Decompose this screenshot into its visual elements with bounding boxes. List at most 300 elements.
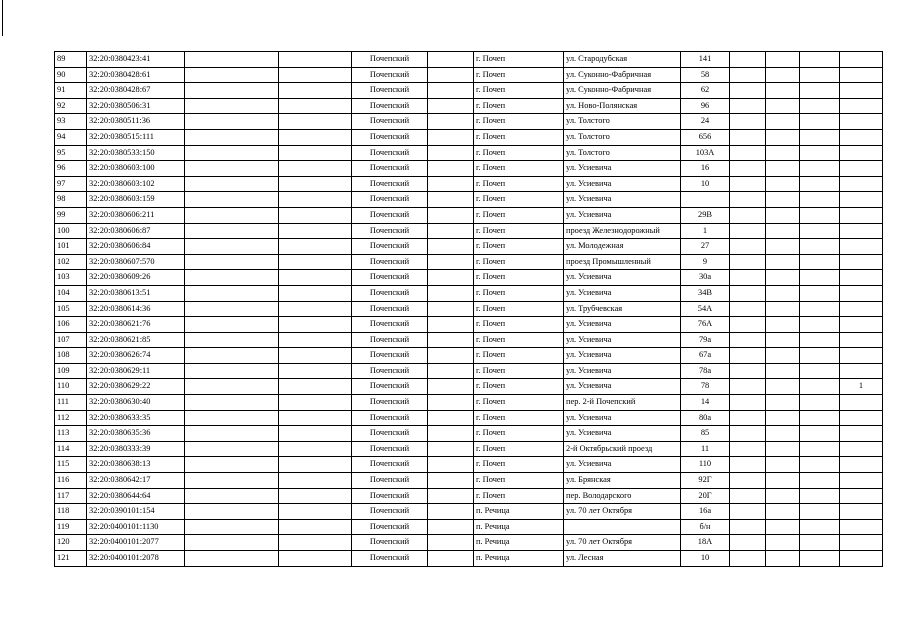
table-row bbox=[55, 270, 883, 286]
blank-cell-b bbox=[279, 52, 352, 68]
locality-cell: п. Речица bbox=[474, 551, 564, 567]
count-cell bbox=[840, 114, 883, 130]
blank-cell-c bbox=[428, 363, 474, 379]
blank-cell-a bbox=[185, 67, 279, 83]
blank-cell-d bbox=[730, 332, 766, 348]
blank-cell-e bbox=[766, 145, 800, 161]
locality-cell: г. Почеп bbox=[474, 114, 564, 130]
blank-cell-e bbox=[766, 488, 800, 504]
blank-cell-c bbox=[428, 161, 474, 177]
house-number-cell: 1 bbox=[681, 223, 730, 239]
district-cell: Почепский bbox=[352, 410, 428, 426]
street-cell: ул. Усиевича bbox=[564, 379, 681, 395]
blank-cell-b bbox=[279, 473, 352, 489]
blank-cell-a bbox=[185, 488, 279, 504]
blank-cell-f bbox=[800, 176, 840, 192]
blank-cell-b bbox=[279, 317, 352, 333]
count-cell bbox=[840, 254, 883, 270]
table-row bbox=[55, 379, 883, 395]
district-cell: Почепский bbox=[352, 379, 428, 395]
blank-cell-c bbox=[428, 239, 474, 255]
district-cell: Почепский bbox=[352, 98, 428, 114]
blank-cell-c bbox=[428, 535, 474, 551]
street-cell: проезд Железнодорожный bbox=[564, 223, 681, 239]
cadastral-number-cell: 32:20:0400101:2077 bbox=[87, 535, 185, 551]
blank-cell-d bbox=[730, 270, 766, 286]
blank-cell-b bbox=[279, 254, 352, 270]
count-cell bbox=[840, 176, 883, 192]
count-cell bbox=[840, 535, 883, 551]
row-number-cell: 109 bbox=[55, 363, 87, 379]
blank-cell-e bbox=[766, 457, 800, 473]
district-cell: Почепский bbox=[352, 52, 428, 68]
blank-cell-f bbox=[800, 457, 840, 473]
street-cell: пер. Володарского bbox=[564, 488, 681, 504]
count-cell bbox=[840, 410, 883, 426]
street-cell: ул. Усиевича bbox=[564, 332, 681, 348]
blank-cell-c bbox=[428, 254, 474, 270]
district-cell: Почепский bbox=[352, 457, 428, 473]
blank-cell-f bbox=[800, 473, 840, 489]
district-cell: Почепский bbox=[352, 332, 428, 348]
table-row bbox=[55, 67, 883, 83]
blank-cell-e bbox=[766, 317, 800, 333]
house-number-cell: 16 bbox=[681, 161, 730, 177]
street-cell: ул. Усиевича bbox=[564, 363, 681, 379]
table-row bbox=[55, 363, 883, 379]
count-cell bbox=[840, 145, 883, 161]
house-number-cell: 34В bbox=[681, 285, 730, 301]
locality-cell: г. Почеп bbox=[474, 317, 564, 333]
blank-cell-a bbox=[185, 52, 279, 68]
blank-cell-d bbox=[730, 285, 766, 301]
blank-cell-e bbox=[766, 192, 800, 208]
registry-table bbox=[54, 51, 883, 567]
blank-cell-c bbox=[428, 473, 474, 489]
blank-cell-b bbox=[279, 457, 352, 473]
row-number-cell: 114 bbox=[55, 441, 87, 457]
street-cell: ул. Усиевича bbox=[564, 161, 681, 177]
blank-cell-e bbox=[766, 301, 800, 317]
blank-cell-b bbox=[279, 270, 352, 286]
blank-cell-c bbox=[428, 98, 474, 114]
blank-cell-e bbox=[766, 176, 800, 192]
blank-cell-e bbox=[766, 67, 800, 83]
blank-cell-a bbox=[185, 317, 279, 333]
blank-cell-b bbox=[279, 363, 352, 379]
blank-cell-c bbox=[428, 519, 474, 535]
row-number-cell: 120 bbox=[55, 535, 87, 551]
blank-cell-a bbox=[185, 504, 279, 520]
blank-cell-d bbox=[730, 192, 766, 208]
street-cell: ул. Усиевича bbox=[564, 426, 681, 442]
district-cell: Почепский bbox=[352, 519, 428, 535]
street-cell: ул. Усиевича bbox=[564, 285, 681, 301]
row-number-cell: 90 bbox=[55, 67, 87, 83]
row-number-cell: 91 bbox=[55, 83, 87, 99]
blank-cell-c bbox=[428, 551, 474, 567]
row-number-cell: 117 bbox=[55, 488, 87, 504]
blank-cell-d bbox=[730, 473, 766, 489]
blank-cell-d bbox=[730, 395, 766, 411]
cadastral-number-cell: 32:20:0380644:64 bbox=[87, 488, 185, 504]
blank-cell-e bbox=[766, 207, 800, 223]
cadastral-number-cell: 32:20:0380613:51 bbox=[87, 285, 185, 301]
blank-cell-f bbox=[800, 129, 840, 145]
blank-cell-b bbox=[279, 223, 352, 239]
blank-cell-a bbox=[185, 254, 279, 270]
table-row bbox=[55, 207, 883, 223]
count-cell bbox=[840, 270, 883, 286]
district-cell: Почепский bbox=[352, 270, 428, 286]
blank-cell-f bbox=[800, 317, 840, 333]
cadastral-number-cell: 32:20:0380428:67 bbox=[87, 83, 185, 99]
table-row bbox=[55, 410, 883, 426]
count-cell bbox=[840, 363, 883, 379]
count-cell bbox=[840, 395, 883, 411]
count-cell bbox=[840, 192, 883, 208]
blank-cell-a bbox=[185, 441, 279, 457]
cadastral-number-cell: 32:20:0380629:22 bbox=[87, 379, 185, 395]
cadastral-number-cell: 32:20:0380609:26 bbox=[87, 270, 185, 286]
count-cell bbox=[840, 457, 883, 473]
blank-cell-c bbox=[428, 379, 474, 395]
street-cell: 2-й Октябрьский проезд bbox=[564, 441, 681, 457]
cadastral-number-cell: 32:20:0380603:100 bbox=[87, 161, 185, 177]
blank-cell-a bbox=[185, 239, 279, 255]
blank-cell-b bbox=[279, 395, 352, 411]
house-number-cell: б/н bbox=[681, 519, 730, 535]
cadastral-number-cell: 32:20:0380423:41 bbox=[87, 52, 185, 68]
blank-cell-d bbox=[730, 348, 766, 364]
cadastral-number-cell: 32:20:0380333:39 bbox=[87, 441, 185, 457]
district-cell: Почепский bbox=[352, 348, 428, 364]
blank-cell-f bbox=[800, 332, 840, 348]
blank-cell-d bbox=[730, 551, 766, 567]
blank-cell-a bbox=[185, 285, 279, 301]
district-cell: Почепский bbox=[352, 239, 428, 255]
table-row bbox=[55, 317, 883, 333]
row-number-cell: 102 bbox=[55, 254, 87, 270]
blank-cell-d bbox=[730, 114, 766, 130]
blank-cell-d bbox=[730, 129, 766, 145]
cadastral-number-cell: 32:20:0380606:84 bbox=[87, 239, 185, 255]
blank-cell-b bbox=[279, 379, 352, 395]
table-row bbox=[55, 535, 883, 551]
table-row bbox=[55, 114, 883, 130]
blank-cell-e bbox=[766, 83, 800, 99]
blank-cell-e bbox=[766, 129, 800, 145]
blank-cell-d bbox=[730, 239, 766, 255]
locality-cell: г. Почеп bbox=[474, 488, 564, 504]
table-row bbox=[55, 426, 883, 442]
house-number-cell: 54А bbox=[681, 301, 730, 317]
blank-cell-f bbox=[800, 239, 840, 255]
street-cell: ул. Брянская bbox=[564, 473, 681, 489]
locality-cell: г. Почеп bbox=[474, 161, 564, 177]
district-cell: Почепский bbox=[352, 285, 428, 301]
district-cell: Почепский bbox=[352, 551, 428, 567]
blank-cell-e bbox=[766, 254, 800, 270]
row-number-cell: 96 bbox=[55, 161, 87, 177]
cadastral-number-cell: 32:20:0380533:150 bbox=[87, 145, 185, 161]
blank-cell-f bbox=[800, 161, 840, 177]
table-row bbox=[55, 504, 883, 520]
district-cell: Почепский bbox=[352, 363, 428, 379]
blank-cell-a bbox=[185, 207, 279, 223]
blank-cell-f bbox=[800, 52, 840, 68]
house-number-cell: 10 bbox=[681, 551, 730, 567]
blank-cell-d bbox=[730, 504, 766, 520]
row-number-cell: 107 bbox=[55, 332, 87, 348]
blank-cell-b bbox=[279, 192, 352, 208]
blank-cell-d bbox=[730, 145, 766, 161]
house-number-cell: 67а bbox=[681, 348, 730, 364]
row-number-cell: 119 bbox=[55, 519, 87, 535]
blank-cell-d bbox=[730, 317, 766, 333]
blank-cell-c bbox=[428, 332, 474, 348]
blank-cell-b bbox=[279, 129, 352, 145]
blank-cell-f bbox=[800, 535, 840, 551]
blank-cell-b bbox=[279, 426, 352, 442]
row-number-cell: 105 bbox=[55, 301, 87, 317]
blank-cell-a bbox=[185, 301, 279, 317]
count-cell bbox=[840, 285, 883, 301]
table-row bbox=[55, 473, 883, 489]
blank-cell-b bbox=[279, 207, 352, 223]
house-number-cell: 58 bbox=[681, 67, 730, 83]
blank-cell-f bbox=[800, 223, 840, 239]
blank-cell-a bbox=[185, 426, 279, 442]
blank-cell-a bbox=[185, 114, 279, 130]
house-number-cell: 18А bbox=[681, 535, 730, 551]
blank-cell-b bbox=[279, 410, 352, 426]
count-cell bbox=[840, 301, 883, 317]
street-cell: ул. Усиевича bbox=[564, 192, 681, 208]
district-cell: Почепский bbox=[352, 67, 428, 83]
district-cell: Почепский bbox=[352, 504, 428, 520]
locality-cell: г. Почеп bbox=[474, 457, 564, 473]
blank-cell-d bbox=[730, 379, 766, 395]
blank-cell-b bbox=[279, 83, 352, 99]
street-cell: ул. Лесная bbox=[564, 551, 681, 567]
blank-cell-c bbox=[428, 410, 474, 426]
blank-cell-c bbox=[428, 441, 474, 457]
blank-cell-b bbox=[279, 98, 352, 114]
blank-cell-f bbox=[800, 98, 840, 114]
count-cell: 1 bbox=[840, 379, 883, 395]
street-cell: ул. Усиевича bbox=[564, 457, 681, 473]
street-cell bbox=[564, 519, 681, 535]
blank-cell-c bbox=[428, 223, 474, 239]
blank-cell-b bbox=[279, 114, 352, 130]
cadastral-number-cell: 32:20:0380506:31 bbox=[87, 98, 185, 114]
table-row bbox=[55, 192, 883, 208]
count-cell bbox=[840, 551, 883, 567]
district-cell: Почепский bbox=[352, 114, 428, 130]
table-row bbox=[55, 285, 883, 301]
count-cell bbox=[840, 239, 883, 255]
blank-cell-c bbox=[428, 176, 474, 192]
blank-cell-b bbox=[279, 441, 352, 457]
cadastral-number-cell: 32:20:0380428:61 bbox=[87, 67, 185, 83]
street-cell: ул. Молодежная bbox=[564, 239, 681, 255]
blank-cell-c bbox=[428, 83, 474, 99]
cadastral-number-cell: 32:20:0380635:36 bbox=[87, 426, 185, 442]
house-number-cell: 11 bbox=[681, 441, 730, 457]
count-cell bbox=[840, 504, 883, 520]
blank-cell-c bbox=[428, 457, 474, 473]
blank-cell-e bbox=[766, 332, 800, 348]
blank-cell-e bbox=[766, 379, 800, 395]
blank-cell-d bbox=[730, 161, 766, 177]
cadastral-number-cell: 32:20:0380629:11 bbox=[87, 363, 185, 379]
count-cell bbox=[840, 317, 883, 333]
locality-cell: г. Почеп bbox=[474, 207, 564, 223]
blank-cell-e bbox=[766, 161, 800, 177]
table-row bbox=[55, 519, 883, 535]
locality-cell: г. Почеп bbox=[474, 83, 564, 99]
blank-cell-b bbox=[279, 488, 352, 504]
row-number-cell: 97 bbox=[55, 176, 87, 192]
locality-cell: г. Почеп bbox=[474, 473, 564, 489]
blank-cell-d bbox=[730, 363, 766, 379]
blank-cell-e bbox=[766, 239, 800, 255]
cadastral-number-cell: 32:20:0380638:13 bbox=[87, 457, 185, 473]
count-cell bbox=[840, 207, 883, 223]
house-number-cell: 78 bbox=[681, 379, 730, 395]
table-row bbox=[55, 145, 883, 161]
blank-cell-a bbox=[185, 98, 279, 114]
blank-cell-a bbox=[185, 473, 279, 489]
locality-cell: г. Почеп bbox=[474, 301, 564, 317]
blank-cell-b bbox=[279, 285, 352, 301]
district-cell: Почепский bbox=[352, 83, 428, 99]
locality-cell: г. Почеп bbox=[474, 52, 564, 68]
blank-cell-f bbox=[800, 410, 840, 426]
street-cell: ул. Усиевича bbox=[564, 207, 681, 223]
cadastral-number-cell: 32:20:0380515:111 bbox=[87, 129, 185, 145]
locality-cell: г. Почеп bbox=[474, 192, 564, 208]
table-row bbox=[55, 129, 883, 145]
count-cell bbox=[840, 67, 883, 83]
blank-cell-b bbox=[279, 519, 352, 535]
blank-cell-a bbox=[185, 332, 279, 348]
district-cell: Почепский bbox=[352, 426, 428, 442]
blank-cell-e bbox=[766, 410, 800, 426]
row-number-cell: 108 bbox=[55, 348, 87, 364]
blank-cell-e bbox=[766, 52, 800, 68]
locality-cell: г. Почеп bbox=[474, 379, 564, 395]
row-number-cell: 110 bbox=[55, 379, 87, 395]
blank-cell-d bbox=[730, 207, 766, 223]
blank-cell-c bbox=[428, 488, 474, 504]
district-cell: Почепский bbox=[352, 535, 428, 551]
blank-cell-c bbox=[428, 426, 474, 442]
blank-cell-d bbox=[730, 519, 766, 535]
house-number-cell: 20Г bbox=[681, 488, 730, 504]
locality-cell: г. Почеп bbox=[474, 254, 564, 270]
count-cell bbox=[840, 441, 883, 457]
row-number-cell: 100 bbox=[55, 223, 87, 239]
count-cell bbox=[840, 161, 883, 177]
cadastral-number-cell: 32:20:0380642:17 bbox=[87, 473, 185, 489]
row-number-cell: 99 bbox=[55, 207, 87, 223]
blank-cell-c bbox=[428, 129, 474, 145]
blank-cell-b bbox=[279, 176, 352, 192]
table-row bbox=[55, 83, 883, 99]
blank-cell-d bbox=[730, 83, 766, 99]
blank-cell-f bbox=[800, 488, 840, 504]
blank-cell-c bbox=[428, 114, 474, 130]
house-number-cell: 29В bbox=[681, 207, 730, 223]
district-cell: Почепский bbox=[352, 223, 428, 239]
row-number-cell: 121 bbox=[55, 551, 87, 567]
count-cell bbox=[840, 519, 883, 535]
blank-cell-f bbox=[800, 519, 840, 535]
row-number-cell: 101 bbox=[55, 239, 87, 255]
street-cell: ул. Усиевича bbox=[564, 270, 681, 286]
house-number-cell: 62 bbox=[681, 83, 730, 99]
blank-cell-e bbox=[766, 270, 800, 286]
house-number-cell: 14 bbox=[681, 395, 730, 411]
locality-cell: п. Речица bbox=[474, 535, 564, 551]
blank-cell-f bbox=[800, 426, 840, 442]
blank-cell-a bbox=[185, 270, 279, 286]
table-row bbox=[55, 223, 883, 239]
district-cell: Почепский bbox=[352, 145, 428, 161]
blank-cell-d bbox=[730, 410, 766, 426]
blank-cell-b bbox=[279, 239, 352, 255]
cadastral-number-cell: 32:20:0380511:36 bbox=[87, 114, 185, 130]
count-cell bbox=[840, 488, 883, 504]
house-number-cell: 76А bbox=[681, 317, 730, 333]
blank-cell-a bbox=[185, 145, 279, 161]
table-row bbox=[55, 161, 883, 177]
blank-cell-c bbox=[428, 52, 474, 68]
locality-cell: г. Почеп bbox=[474, 67, 564, 83]
blank-cell-d bbox=[730, 426, 766, 442]
table-row bbox=[55, 301, 883, 317]
house-number-cell: 141 bbox=[681, 52, 730, 68]
house-number-cell: 85 bbox=[681, 426, 730, 442]
street-cell: ул. 70 лет Октября bbox=[564, 535, 681, 551]
cadastral-number-cell: 32:20:0380621:76 bbox=[87, 317, 185, 333]
cadastral-number-cell: 32:20:0380603:159 bbox=[87, 192, 185, 208]
house-number-cell: 16а bbox=[681, 504, 730, 520]
house-number-cell: 103А bbox=[681, 145, 730, 161]
blank-cell-c bbox=[428, 348, 474, 364]
district-cell: Почепский bbox=[352, 488, 428, 504]
blank-cell-d bbox=[730, 457, 766, 473]
district-cell: Почепский bbox=[352, 129, 428, 145]
row-number-cell: 94 bbox=[55, 129, 87, 145]
house-number-cell: 110 bbox=[681, 457, 730, 473]
blank-cell-a bbox=[185, 363, 279, 379]
blank-cell-f bbox=[800, 67, 840, 83]
blank-cell-f bbox=[800, 145, 840, 161]
district-cell: Почепский bbox=[352, 395, 428, 411]
district-cell: Почепский bbox=[352, 207, 428, 223]
street-cell: ул. Трубчевская bbox=[564, 301, 681, 317]
blank-cell-a bbox=[185, 457, 279, 473]
blank-cell-b bbox=[279, 348, 352, 364]
street-cell: ул. Суконно-Фабричная bbox=[564, 83, 681, 99]
locality-cell: п. Речица bbox=[474, 519, 564, 535]
blank-cell-c bbox=[428, 301, 474, 317]
locality-cell: г. Почеп bbox=[474, 332, 564, 348]
count-cell bbox=[840, 332, 883, 348]
